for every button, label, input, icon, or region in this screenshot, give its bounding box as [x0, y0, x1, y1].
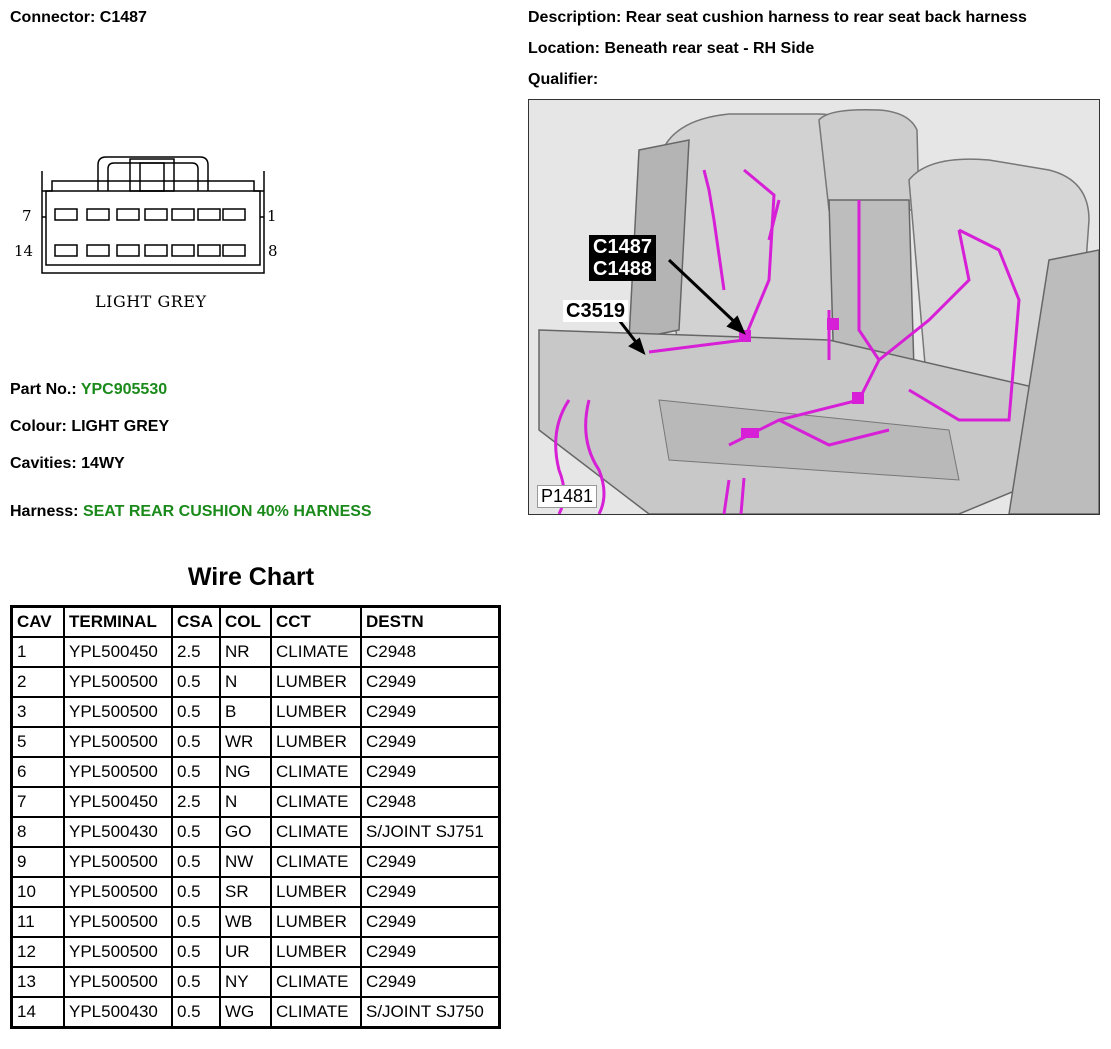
table-cell: CLIMATE [271, 757, 361, 787]
table-row [12, 847, 499, 877]
table-row [12, 637, 499, 667]
column-header: CCT [271, 607, 361, 637]
table-cell: YPL500500 [64, 847, 172, 877]
table-cell: WB [220, 907, 271, 937]
table-cell: C2949 [361, 877, 499, 907]
wire-chart-title: Wire Chart [187, 563, 315, 591]
column-header: TERMINAL [64, 607, 172, 637]
table-cell: 0.5 [172, 997, 220, 1027]
table-cell: C2949 [361, 667, 499, 697]
table-row [12, 787, 499, 817]
table-cell: 3 [12, 697, 64, 727]
description-value: Rear seat cushion harness to rear seat back harness [625, 9, 1027, 26]
table-cell: 0.5 [172, 667, 220, 697]
location-line [528, 40, 814, 58]
table-cell: GO [220, 817, 271, 847]
table-cell: UR [220, 937, 271, 967]
table-cell: 11 [12, 907, 64, 937]
table-cell: CLIMATE [271, 637, 361, 667]
table-cell: LUMBER [271, 667, 361, 697]
table-cell: YPL500430 [64, 817, 172, 847]
table-cell: WR [220, 727, 271, 757]
table-row [12, 667, 499, 697]
table-cell: N [220, 787, 271, 817]
description-line [528, 9, 1027, 27]
connector-face-diagram [12, 145, 312, 285]
location-photo [528, 99, 1100, 515]
callout-c1487: C1487 [593, 236, 652, 258]
table-cell: 14 [12, 997, 64, 1027]
table-row [12, 757, 499, 787]
table-cell: 7 [12, 787, 64, 817]
table-cell: 9 [12, 847, 64, 877]
callout-p1481: P1481 [537, 485, 597, 508]
table-cell: NY [220, 967, 271, 997]
callout-c3519: C3519 [563, 300, 628, 322]
table-cell: 6 [12, 757, 64, 787]
table-cell: 0.5 [172, 727, 220, 757]
pin-label-14: 14 [14, 242, 34, 260]
connector-line [10, 9, 147, 27]
colour-label: Colour: [10, 418, 67, 435]
column-header: CAV [12, 607, 64, 637]
table-row [12, 877, 499, 907]
table-row [12, 727, 499, 757]
table-row [12, 997, 499, 1027]
table-cell: 5 [12, 727, 64, 757]
table-cell: 0.5 [172, 877, 220, 907]
table-cell: YPL500430 [64, 997, 172, 1027]
column-header: DESTN [361, 607, 499, 637]
table-cell: CLIMATE [271, 967, 361, 997]
location-label: Location: [528, 40, 600, 57]
column-header: COL [220, 607, 271, 637]
table-cell: NR [220, 637, 271, 667]
qualifier-label: Qualifier: [528, 71, 599, 88]
part-no-label: Part No.: [10, 381, 77, 398]
table-cell: LUMBER [271, 937, 361, 967]
table-cell: YPL500500 [64, 967, 172, 997]
harness-value: SEAT REAR CUSHION 40% HARNESS [82, 503, 372, 520]
table-cell: 0.5 [172, 817, 220, 847]
table-cell: SR [220, 877, 271, 907]
connector-value: C1487 [99, 9, 147, 26]
table-cell: CLIMATE [271, 997, 361, 1027]
table-row [12, 967, 499, 997]
table-cell: 0.5 [172, 847, 220, 877]
table-cell: 13 [12, 967, 64, 997]
part-no-value: YPC905530 [80, 381, 168, 398]
qualifier-line [528, 71, 598, 89]
table-cell: B [220, 697, 271, 727]
table-cell: C2948 [361, 637, 499, 667]
table-cell: WG [220, 997, 271, 1027]
table-cell: YPL500450 [64, 787, 172, 817]
table-cell: YPL500500 [64, 877, 172, 907]
table-cell: LUMBER [271, 877, 361, 907]
table-row [12, 697, 499, 727]
cavities-value: 14WY [81, 455, 125, 472]
colour-value: LIGHT GREY [71, 418, 170, 435]
table-cell: 8 [12, 817, 64, 847]
table-cell: YPL500500 [64, 907, 172, 937]
location-value: Beneath rear seat - RH Side [604, 40, 815, 57]
table-cell: C2949 [361, 757, 499, 787]
table-cell: YPL500450 [64, 637, 172, 667]
table-cell: C2949 [361, 907, 499, 937]
table-cell: CLIMATE [271, 817, 361, 847]
table-cell: LUMBER [271, 697, 361, 727]
cavities-label: Cavities: [10, 455, 77, 472]
table-cell: NG [220, 757, 271, 787]
harness-label: Harness: [10, 503, 79, 520]
table-cell: CLIMATE [271, 787, 361, 817]
table-cell: 10 [12, 877, 64, 907]
table-cell: LUMBER [271, 907, 361, 937]
table-cell: S/JOINT SJ750 [361, 997, 499, 1027]
table-cell: YPL500500 [64, 667, 172, 697]
table-cell: CLIMATE [271, 847, 361, 877]
table-cell: C2948 [361, 787, 499, 817]
table-cell: C2949 [361, 967, 499, 997]
table-cell: 0.5 [172, 697, 220, 727]
table-cell: YPL500500 [64, 937, 172, 967]
table-cell: 2 [12, 667, 64, 697]
harness-line [10, 503, 372, 521]
callout-c1487-c1488 [589, 235, 656, 281]
description-label: Description: [528, 9, 622, 26]
wire-chart-header-row [12, 607, 499, 637]
table-cell: N [220, 667, 271, 697]
table-cell: 12 [12, 937, 64, 967]
connector-color-text: LIGHT GREY [95, 292, 207, 311]
table-cell: 0.5 [172, 757, 220, 787]
table-cell: 0.5 [172, 907, 220, 937]
table-cell: C2949 [361, 727, 499, 757]
table-cell: C2949 [361, 697, 499, 727]
table-row [12, 937, 499, 967]
table-cell: 2.5 [172, 637, 220, 667]
table-cell: LUMBER [271, 727, 361, 757]
cavities-line [10, 455, 125, 473]
column-header: CSA [172, 607, 220, 637]
table-cell: C2949 [361, 847, 499, 877]
wire-chart-table [10, 605, 501, 1029]
pin-label-8: 8 [268, 242, 278, 260]
connector-label: Connector: [10, 9, 96, 26]
callout-c1488: C1488 [593, 258, 652, 280]
table-cell: C2949 [361, 937, 499, 967]
table-cell: 2.5 [172, 787, 220, 817]
table-cell: YPL500500 [64, 727, 172, 757]
colour-line [10, 418, 169, 436]
table-cell: 0.5 [172, 937, 220, 967]
table-cell: S/JOINT SJ751 [361, 817, 499, 847]
table-row [12, 817, 499, 847]
table-cell: YPL500500 [64, 757, 172, 787]
pin-label-1: 1 [267, 207, 277, 225]
part-no-line [10, 381, 167, 399]
pin-label-7: 7 [22, 207, 32, 225]
table-cell: 0.5 [172, 967, 220, 997]
table-cell: YPL500500 [64, 697, 172, 727]
table-cell: NW [220, 847, 271, 877]
table-cell: 1 [12, 637, 64, 667]
table-row [12, 907, 499, 937]
